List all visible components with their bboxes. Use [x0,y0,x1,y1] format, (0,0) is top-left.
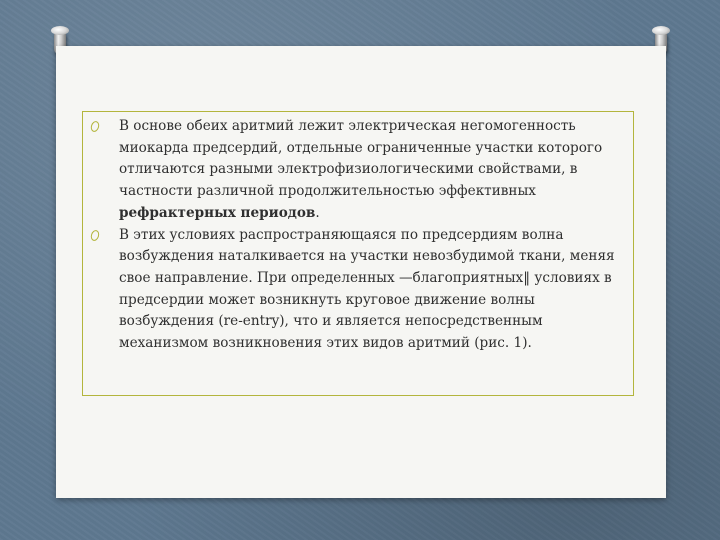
oval-bullet-icon [89,120,100,133]
bullet-item-2 [89,225,627,355]
bullet-1-emphasis: рефрактерных периодов [119,204,316,221]
bullet-1-text: В основе обеих аритмий лежит электрическая негомогенность миокарда предсердий, отдельные ограниченные участки которого отличаются разными электрофизиологическими свойствами, в частности различной продолжительностью эффективных [119,118,603,200]
oval-bullet-icon [89,229,100,242]
slide-content-box [82,111,634,396]
bullet-list [89,116,627,355]
bullet-1-text-end: . [315,204,320,221]
bullet-item-1 [89,116,627,225]
bullet-2-text: В этих условиях распространяющаяся по предсердиям волна возбуждения наталкивается на участки невозбудимой ткани, меняя свое направление. При определенных —благоприятных‖ условиях в предсердии может возникнуть круговое движение волны возбуждения (re-entry), что и является непосредственным механизмом возникновения этих видов аритмий (рис. 1). [119,226,615,352]
